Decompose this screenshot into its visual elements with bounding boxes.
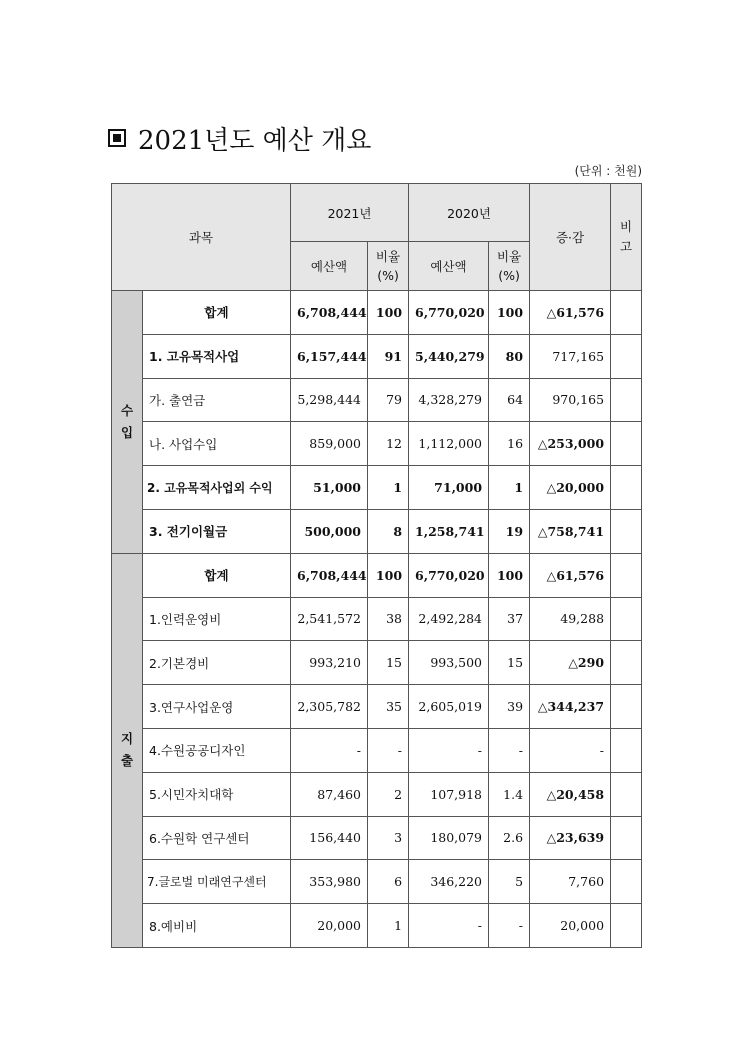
ratio-2020: 1.4 xyxy=(489,772,530,816)
section-label-char: 지 xyxy=(120,731,134,747)
section-label-income xyxy=(112,291,143,554)
row-item: 가. 출연금 xyxy=(143,378,291,422)
row-item: 나. 사업수입 xyxy=(143,422,291,466)
table-row xyxy=(112,509,642,553)
change-value: 7,760 xyxy=(530,860,611,904)
amount-2020: 107,918 xyxy=(409,772,489,816)
change-value: 20,000 xyxy=(530,904,611,948)
table-row xyxy=(112,641,642,685)
section-label-char: 출 xyxy=(120,753,134,769)
amount-2020: 2,605,019 xyxy=(409,685,489,729)
row-item: 2. 고유목적사업외 수익 xyxy=(143,466,291,510)
ratio-2021: 2 xyxy=(368,772,409,816)
remarks-cell xyxy=(611,641,642,685)
amount-2021: 156,440 xyxy=(291,816,368,860)
amount-2021: 2,541,572 xyxy=(291,597,368,641)
change-value: △344,237 xyxy=(530,685,611,729)
amount-2021: 5,298,444 xyxy=(291,378,368,422)
row-item: 1.인력운영비 xyxy=(143,597,291,641)
row-item: 합계 xyxy=(143,553,291,597)
header-ratio-2020 xyxy=(489,242,530,291)
table-row xyxy=(112,422,642,466)
amount-2020: 2,492,284 xyxy=(409,597,489,641)
amount-2021: 51,000 xyxy=(291,466,368,510)
ratio-label: 비율 xyxy=(375,249,401,264)
change-value: △758,741 xyxy=(530,509,611,553)
ratio-2021: 100 xyxy=(368,553,409,597)
amount-2020: 993,500 xyxy=(409,641,489,685)
header-amount-2020: 예산액 xyxy=(409,242,489,291)
amount-2020: 4,328,279 xyxy=(409,378,489,422)
remarks-cell xyxy=(611,685,642,729)
amount-2020: 6,770,020 xyxy=(409,553,489,597)
ratio-2020: 2.6 xyxy=(489,816,530,860)
table-row xyxy=(112,685,642,729)
ratio-unit: (%) xyxy=(498,268,520,283)
ratio-2021: 3 xyxy=(368,816,409,860)
ratio-2021: 1 xyxy=(368,466,409,510)
ratio-2020: 100 xyxy=(489,291,530,335)
ratio-2020: 16 xyxy=(489,422,530,466)
change-value: 970,165 xyxy=(530,378,611,422)
amount-2020: - xyxy=(409,728,489,772)
table-row xyxy=(112,728,642,772)
ratio-2021: 1 xyxy=(368,904,409,948)
page-title xyxy=(108,120,371,157)
remarks-cell xyxy=(611,553,642,597)
amount-2021: 2,305,782 xyxy=(291,685,368,729)
amount-2021: 993,210 xyxy=(291,641,368,685)
header-amount-2021: 예산액 xyxy=(291,242,368,291)
amount-2021: 500,000 xyxy=(291,509,368,553)
remarks-cell xyxy=(611,860,642,904)
remarks-cell xyxy=(611,816,642,860)
ratio-2020: 19 xyxy=(489,509,530,553)
change-value: - xyxy=(530,728,611,772)
change-value: 717,165 xyxy=(530,334,611,378)
amount-2020: 5,440,279 xyxy=(409,334,489,378)
remarks-cell xyxy=(611,378,642,422)
header-row-1 xyxy=(112,184,642,242)
amount-2020: 180,079 xyxy=(409,816,489,860)
table-row xyxy=(112,597,642,641)
row-item: 1. 고유목적사업 xyxy=(143,334,291,378)
row-item: 2.기본경비 xyxy=(143,641,291,685)
remarks-cell xyxy=(611,422,642,466)
table-row xyxy=(112,378,642,422)
header-change: 증·감 xyxy=(530,184,611,291)
remarks-cell xyxy=(611,509,642,553)
amount-2020: 346,220 xyxy=(409,860,489,904)
amount-2021: 353,980 xyxy=(291,860,368,904)
amount-2021: 6,708,444 xyxy=(291,553,368,597)
ratio-unit: (%) xyxy=(377,268,399,283)
header-remarks-line2: 고 xyxy=(619,239,633,254)
change-value: 49,288 xyxy=(530,597,611,641)
ratio-2021: 35 xyxy=(368,685,409,729)
amount-2021: 87,460 xyxy=(291,772,368,816)
amount-2021: 6,157,444 xyxy=(291,334,368,378)
ratio-2020: 15 xyxy=(489,641,530,685)
table-row xyxy=(112,816,642,860)
amount-2020: 1,112,000 xyxy=(409,422,489,466)
change-value: △20,458 xyxy=(530,772,611,816)
amount-2020: - xyxy=(409,904,489,948)
remarks-cell xyxy=(611,466,642,510)
ratio-2021: 100 xyxy=(368,291,409,335)
table-row xyxy=(112,291,642,335)
amount-2021: 859,000 xyxy=(291,422,368,466)
ratio-2020: 5 xyxy=(489,860,530,904)
change-value: △61,576 xyxy=(530,291,611,335)
amount-2020: 1,258,741 xyxy=(409,509,489,553)
budget-table xyxy=(111,183,642,948)
change-value: △290 xyxy=(530,641,611,685)
amount-2021: 20,000 xyxy=(291,904,368,948)
square-bullet-icon xyxy=(108,129,126,147)
change-value: △23,639 xyxy=(530,816,611,860)
amount-2020: 71,000 xyxy=(409,466,489,510)
ratio-2020: - xyxy=(489,904,530,948)
table-row xyxy=(112,904,642,948)
ratio-2020: 39 xyxy=(489,685,530,729)
ratio-2021: 91 xyxy=(368,334,409,378)
remarks-cell xyxy=(611,597,642,641)
amount-2021: - xyxy=(291,728,368,772)
row-item: 합계 xyxy=(143,291,291,335)
change-value: △61,576 xyxy=(530,553,611,597)
header-remarks-line1: 비 xyxy=(619,219,633,234)
row-item: 5.시민자치대학 xyxy=(143,772,291,816)
table-row xyxy=(112,860,642,904)
section-label-expense xyxy=(112,553,143,947)
change-value: △20,000 xyxy=(530,466,611,510)
ratio-2020: 100 xyxy=(489,553,530,597)
ratio-2020: 80 xyxy=(489,334,530,378)
remarks-cell xyxy=(611,291,642,335)
section-label-char: 수 xyxy=(120,402,134,418)
ratio-2020: 64 xyxy=(489,378,530,422)
row-item: 4.수원공공디자인 xyxy=(143,728,291,772)
ratio-2021: 38 xyxy=(368,597,409,641)
amount-2020: 6,770,020 xyxy=(409,291,489,335)
ratio-2020: 37 xyxy=(489,597,530,641)
row-item: 6.수원학 연구센터 xyxy=(143,816,291,860)
table-row xyxy=(112,553,642,597)
ratio-2021: 79 xyxy=(368,378,409,422)
ratio-label: 비율 xyxy=(496,249,522,264)
ratio-2021: - xyxy=(368,728,409,772)
header-year-2021: 2021년 xyxy=(291,184,409,242)
remarks-cell xyxy=(611,334,642,378)
remarks-cell xyxy=(611,904,642,948)
header-year-2020: 2020년 xyxy=(409,184,530,242)
change-value: △253,000 xyxy=(530,422,611,466)
unit-note: (단위 : 천원) xyxy=(574,164,642,178)
page-title-text: 2021년도 예산 개요 xyxy=(138,126,372,156)
row-item: 3.연구사업운영 xyxy=(143,685,291,729)
section-label-char: 입 xyxy=(120,424,134,440)
ratio-2021: 15 xyxy=(368,641,409,685)
ratio-2021: 12 xyxy=(368,422,409,466)
header-subject: 과목 xyxy=(112,184,291,291)
ratio-2021: 6 xyxy=(368,860,409,904)
ratio-2020: 1 xyxy=(489,466,530,510)
table-row xyxy=(112,466,642,510)
table-row xyxy=(112,772,642,816)
header-ratio-2021 xyxy=(368,242,409,291)
row-item: 7.글로벌 미래연구센터 xyxy=(143,860,291,904)
ratio-2021: 8 xyxy=(368,509,409,553)
remarks-cell xyxy=(611,728,642,772)
row-item: 3. 전기이월금 xyxy=(143,509,291,553)
amount-2021: 6,708,444 xyxy=(291,291,368,335)
header-remarks xyxy=(611,184,642,291)
remarks-cell xyxy=(611,772,642,816)
row-item: 8.예비비 xyxy=(143,904,291,948)
table-row xyxy=(112,334,642,378)
ratio-2020: - xyxy=(489,728,530,772)
